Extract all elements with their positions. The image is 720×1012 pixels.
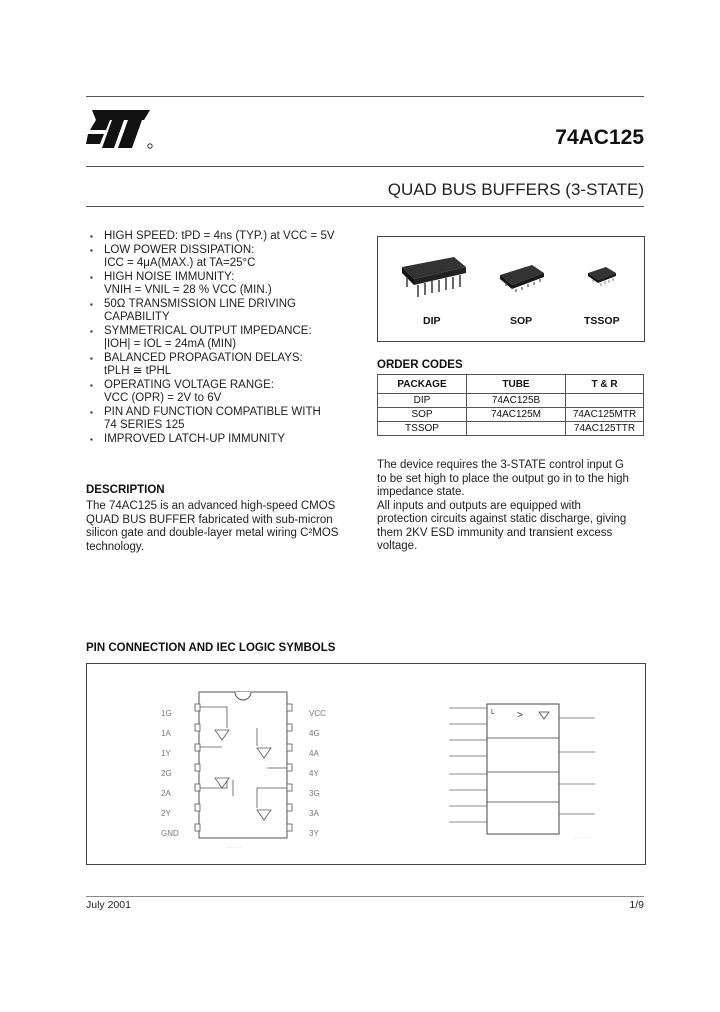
header-top-rule [86,96,644,97]
pin-label: 3G [309,789,320,798]
svg-text:· · · · ·: · · · · · [227,845,241,851]
table-cell: SOP [378,408,467,422]
feature-subitem: |IOH| = IOL = 24mA (MIN) [104,338,237,350]
table-header: PACKAGE [378,375,467,394]
bullet-icon: ▪ [90,407,93,417]
device-note-line: voltage. [377,540,418,552]
svg-text:>: > [517,710,523,721]
svg-text:· · · · · ·: · · · · · · [575,835,592,841]
pin-label: GND [161,829,179,838]
feature-subitem: VCC (OPR) = 2V to 6V [104,392,222,404]
description-line: The 74AC125 is an advanced high-speed CMOS [86,500,336,512]
pin-section-heading: PIN CONNECTION AND IEC LOGIC SYMBOLS [86,642,336,654]
pin-label: 3Y [309,829,319,838]
footer-rule [86,896,644,897]
table-cell: DIP [378,394,467,408]
table-row [378,422,644,436]
feature-item: ▪ BALANCED PROPAGATION DELAYS: [90,351,303,364]
package-images-box [377,236,645,342]
pin-label: 2A [161,789,171,798]
device-note-line: impedance state. [377,486,465,498]
device-note-line: The device requires the 3-STATE control input G [377,459,624,471]
footer-page-number: 1/9 [629,899,644,911]
table-row [378,408,644,422]
table-header-row [378,375,644,394]
pin-label: 4G [309,729,320,738]
description-line: technology. [86,540,144,553]
pin-label: VCC [309,709,326,718]
feature-item: ▪ 50Ω TRANSMISSION LINE DRIVING [90,297,296,310]
device-note-line: to be set high to place the output go in to the high [377,472,629,485]
feature-item: ▪ PIN AND FUNCTION COMPATIBLE WITH [90,405,321,418]
page-subtitle: QUAD BUS BUFFERS (3-STATE) [387,180,644,199]
bullet-icon: ▪ [90,326,93,336]
feature-item: ▪ HIGH SPEED: tPD = 4ns (TYP.) at VCC = 5V [90,230,335,242]
pin-label: 2G [161,769,172,778]
table-cell [566,394,644,408]
right-pin-labels [309,704,326,844]
pin-label: 1Y [161,749,171,758]
table-row [378,394,644,408]
sop-package-image [496,261,548,295]
table-cell: 74AC125B [467,394,566,408]
pin-label: 2Y [161,809,171,818]
device-notes [377,459,644,554]
table-header: TUBE [467,375,566,394]
iec-logic-symbol [425,694,625,844]
table-cell [467,422,566,436]
tssop-package-image [584,263,620,291]
pin-label: 4A [309,749,319,758]
device-note-line: them 2KV ESD immunity and transient excess [377,526,613,539]
feature-item: ▪ LOW POWER DISSIPATION: [90,243,255,256]
feature-item: ▪ OPERATING VOLTAGE RANGE: [90,378,274,391]
package-label-sop: SOP [510,315,533,327]
feature-item: ▪ HIGH NOISE IMMUNITY: [90,270,235,283]
bullet-icon: ▪ [90,434,93,444]
table-cell: 74AC125TTR [566,422,644,436]
bullet-icon: ▪ [90,299,93,309]
order-codes-table [377,374,644,436]
description-text [86,500,356,554]
description-line: silicon gate and double-layer metal wiring C²MOS [86,527,339,539]
feature-subitem: tPLH ≅ tPHL [104,365,172,377]
feature-subitem: CAPABILITY [104,311,170,323]
feature-subitem: ICC = 4μA(MAX.) at TA=25°C [104,257,256,269]
package-label-tssop: TSSOP [584,315,620,327]
description-heading: DESCRIPTION [86,484,165,496]
bullet-icon: ▪ [90,272,93,282]
dip-package-image [398,251,468,303]
header-bottom-rule [86,206,644,207]
pin-label: 1G [161,709,172,718]
pin-diagram-box [86,663,646,865]
feature-subitem: 74 SERIES 125 [104,419,185,431]
footer-date: July 2001 [86,899,131,911]
order-codes-heading: ORDER CODES [377,359,463,371]
part-number: 74AC125 [555,126,644,149]
pin-label: 1A [161,729,171,738]
bullet-icon: ▪ [90,232,93,241]
table-cell: 74AC125M [467,408,566,422]
bullet-icon: ▪ [90,353,93,363]
svg-text:L: L [491,709,495,716]
table-header: T & R [566,375,644,394]
feature-item: ▪ SYMMETRICAL OUTPUT IMPEDANCE: [90,324,312,337]
table-cell: TSSOP [378,422,467,436]
feature-list [90,230,364,446]
description-line: QUAD BUS BUFFER fabricated with sub-micron [86,513,333,526]
pin-label: 3A [309,809,319,818]
table-cell: 74AC125MTR [566,408,644,422]
left-pin-labels [161,704,179,844]
device-note-line: All inputs and outputs are equipped with [377,499,581,512]
feature-item: ▪ IMPROVED LATCH-UP IMMUNITY [90,432,286,445]
device-note-line: protection circuits against static discharge, giving [377,513,627,525]
header-mid-rule [86,166,644,167]
bullet-icon: ▪ [90,245,93,255]
st-logo [86,106,156,152]
pin-label: 4Y [309,769,319,778]
feature-subitem: VNIH = VNIL = 28 % VCC (MIN.) [104,284,272,296]
bullet-icon: ▪ [90,380,93,390]
package-label-dip: DIP [423,315,441,327]
